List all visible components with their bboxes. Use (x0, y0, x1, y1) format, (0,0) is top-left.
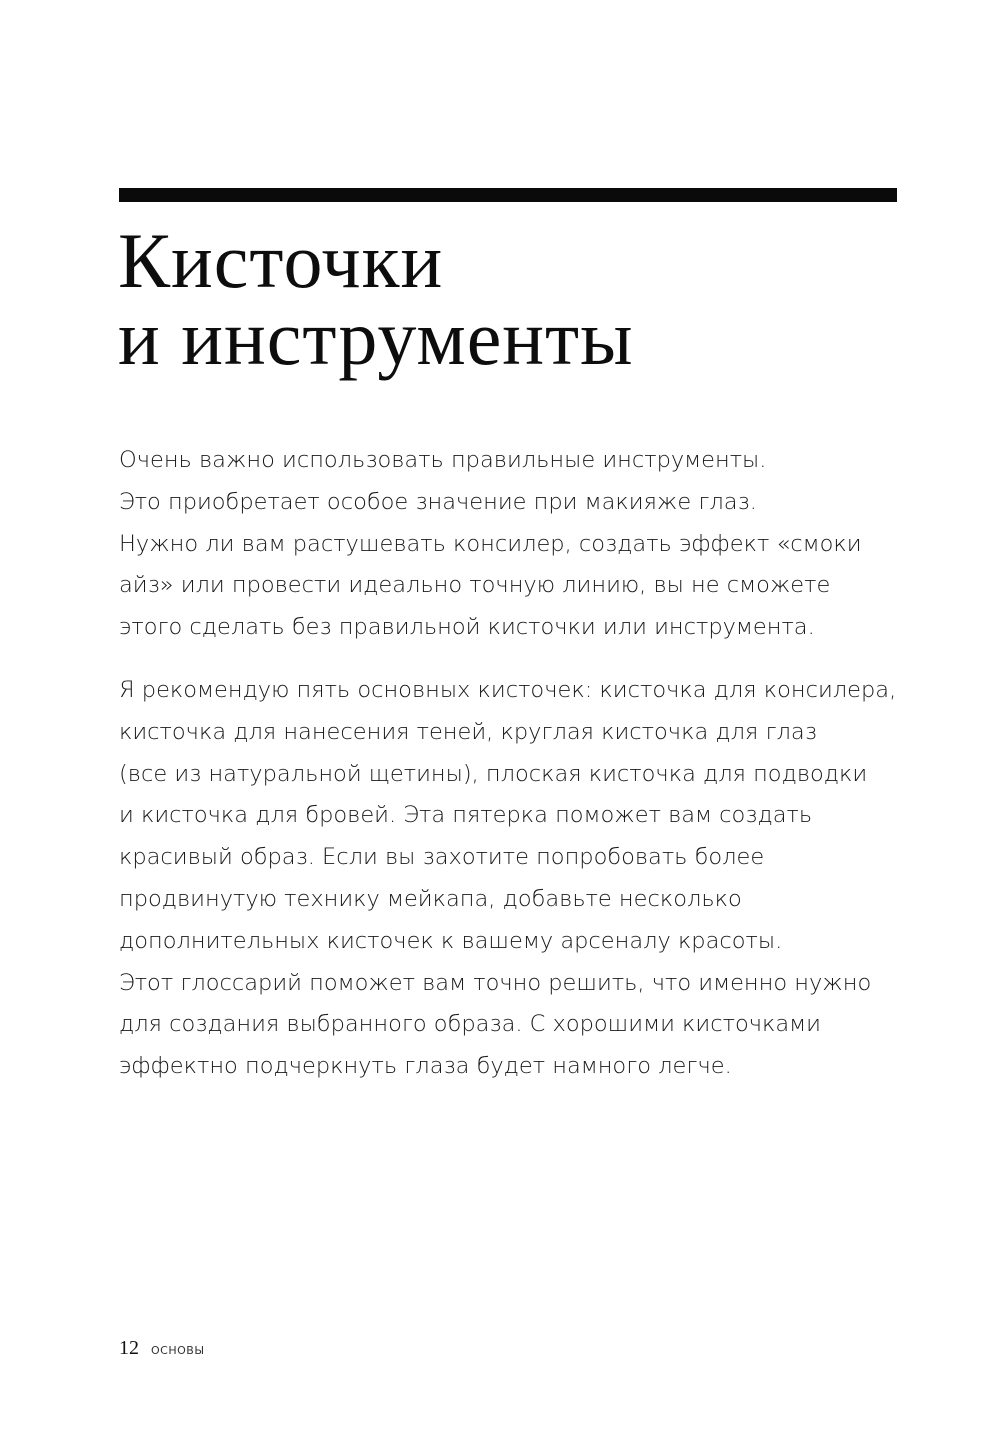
text-line: кисточка для нанесения теней, круглая кисточка для глаз (119, 718, 817, 745)
text-line: айз» или провести идеально точную линию, вы не сможете (119, 572, 831, 599)
text-line: Очень важно использовать правильные инструменты. (119, 447, 767, 473)
page-number: 12 (119, 1337, 139, 1359)
text-line: (все из натуральной щетины), плоская кисточка для подводки (119, 760, 868, 787)
intro-paragraph (119, 440, 909, 649)
chapter-title-line-1: Кисточки (118, 217, 444, 304)
text-line: дополнительных кисточек к вашему арсеналу красоты. (119, 927, 783, 954)
text-line: продвинутую технику мейкапа, добавьте несколько (119, 885, 742, 912)
text-line: Нужно ли вам растушевать консилер, создать эффект «смоки (119, 530, 862, 557)
text-line: Я рекомендую пять основных кисточек: кисточка для консилера, (119, 677, 897, 703)
text-line: и кисточка для бровей. Эта пятерка поможет вам создать (119, 802, 813, 829)
chapter-title (118, 217, 898, 381)
text-line: эффектно подчеркнуть глаза будет намного легче. (119, 1053, 732, 1080)
chapter-title-line-2: и инструменты (118, 294, 634, 381)
recommendation-paragraph (119, 670, 909, 1088)
title-rule (119, 188, 897, 202)
section-name: ОСНОВЫ (151, 1344, 205, 1357)
text-line: Этот глоссарий поможет вам точно решить, что именно нужно (119, 969, 872, 996)
page-footer (119, 1337, 205, 1360)
text-line: красивый образ. Если вы захотите попробовать более (119, 844, 765, 871)
text-line: этого сделать без правильной кисточки или инструмента. (119, 614, 815, 641)
text-line: для создания выбранного образа. С хорошими кисточками (119, 1011, 821, 1038)
text-line: Это приобретает особое значение при макияже глаз. (119, 488, 757, 515)
